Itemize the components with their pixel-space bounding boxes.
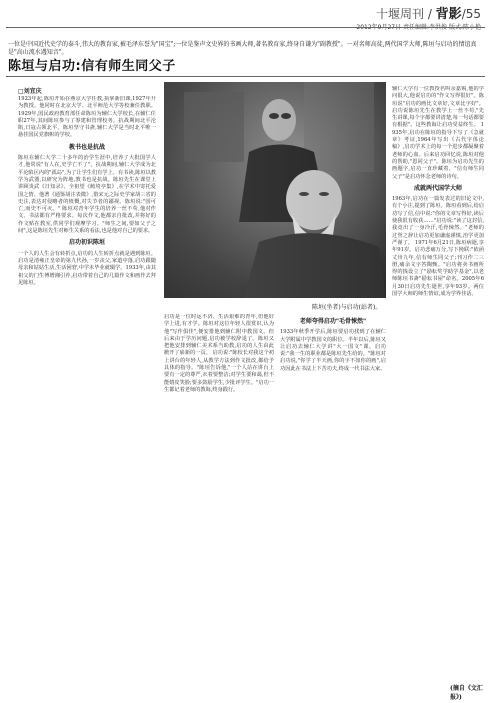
paragraph: 启功说:"陈校长对我这个初上讲台的年轻人,从教学方法到作文批改,都给予具体的指导。"陈垣告诉他,"一个人站在讲台上要有一定的尊严,衣着要整洁;对学生要和蔼,但不能嬉皮笑脸;要多鼓励学生,少批评学生。"启功一生都记着老师的教诲,终身践行。 bbox=[164, 350, 274, 393]
photo-caption: 陈垣(坐者)与启功(站者)。 bbox=[312, 304, 382, 311]
source-note: (摘自《文汇报》) bbox=[450, 685, 483, 701]
paragraph: 辅仁大学有一位教授名叫余嘉锡,他的学问很大,他说启功的"作文写得很好"。陈垣说"启功的画比文章好,文章比字好"。启功说陈垣先生在教学上一丝不苟,"先生讲课,每个字都要讲清楚,每一句话都要有根据"。这些教诲让启功受益终生。 bbox=[392, 86, 484, 129]
section-name: 背影 bbox=[435, 7, 462, 22]
photo-chen-yuan-qi-gong bbox=[164, 82, 386, 298]
headline: 陈垣与启功:信有师生同父子 bbox=[8, 59, 176, 74]
article-column-1 bbox=[18, 96, 156, 690]
page-number: /55 bbox=[461, 7, 481, 21]
paragraph: 1933年秋季开学后,陈垣要启功找到了在辅仁大学附属中学教国文的职位。半年以后,陈垣又让启功去辅仁大学讲"大一国文"课。启功说:"我一生的职业都是陈垣先生给的。"陈垣对启功说,"你学了半天画,你的字不如你的画",启功因此在书法上下苦功夫,终成一代书法大家。 bbox=[280, 329, 386, 372]
subheading-teaching-resistance: 教书也是抗战 bbox=[68, 143, 105, 151]
headline-rule bbox=[6, 76, 485, 77]
article-column-3 bbox=[280, 314, 386, 690]
article-column-4 bbox=[392, 86, 484, 680]
deck-text: 一位是中国近代史学的泰斗,伟大的教育家,被毛泽东誉为"国宝";一位是鉴声文史界的书画大师,著名教育家,终身自谦为"副教授"。一对名师高徒,两代国学大师,陈垣与启功的情谊真是"高山流水遇知音"。 bbox=[8, 41, 477, 56]
masthead-title: 十堰周刊 / 背影/55 bbox=[375, 7, 481, 22]
paragraph: 陈垣在辅仁大学二十多年的治学生涯中,培养了大批国学人才,他常说"有人在,史学亡不了"。抗战期间,辅仁大学成为北平沦陷区内的"孤岛",为了让学生们有学上、有书读,陈垣以教学为武器,以研究为阵地,教书也是抗战。陈垣先生在课堂上讲顾炎武《日知录》、全祖望《鲒埼亭集》,在学术中寄托爱国之情。他著《通鉴胡注表微》,借宋元之际史学家胡三省的史注,表达对侵略者的愤慨,对失节者的鄙视。陈垣说:"国可亡,而史不可灭。" bbox=[18, 155, 156, 213]
paragraph: 启功是一位时运不济、生活艰难的青年,但他好学上进,有才学。陈垣对这位年轻人很赏识,认为他"写作俱佳",便安排他到辅仁附中教国文。但后来由于学历问题,启功被学校辞退了。陈垣又把他安排到辅仁美术系当助教,启功的人生由此掀开了崭新的一页。 bbox=[164, 314, 274, 357]
byline: □刘宜庆 bbox=[18, 88, 42, 95]
paragraph: 1935年,启功在陈垣的指导下写了《急就章》考证,1964年写出《古代字体论稿》,启功学术上的每一个进步都凝聚着老师的心血。后来启功回忆说,陈垣对他的帮助,"恩同父子"。陈垣为启功先生的画题字,启功一直珍藏着。"信有师生同父子"是启功怀念老师的诗句。 bbox=[392, 122, 484, 180]
subheading-praise: 老师夸得启功"毛骨悚然" bbox=[299, 318, 367, 325]
paragraph: 1923年起,陈垣开始在燕京大学任教,执掌新旧课,1927年升为教授。他同时在北京大学、北平师范大学等校兼任教职。1929年,国民政府教育部任命陈垣为辅仁大学校长,在辅仁任职27年,其间陈垣参与了筹建和管理校务。抗战期间北平沦陷,日寇占领北平。陈垣坚守书斋,辅仁大学是当时北平唯一悬挂国民党旗帜的学校。 bbox=[18, 96, 156, 139]
paragraph: 一个人的人生会有转折点,启功的人生转折点就是遇到陈垣。启功是清雍正皇帝的第九代孙,一岁丧父,家道中落,启功跟随母亲和姑姑生活,生活困窘,中学未毕业就辍学。1933年,由其祖父的门生傅增湘引荐,启功带着自己的几篇作文和画作去拜见陈垣。 bbox=[18, 250, 156, 286]
subheading-two-masters: 成就两代国学大师 bbox=[413, 184, 462, 192]
article-column-2 bbox=[164, 314, 274, 690]
header-rule bbox=[6, 27, 485, 28]
paragraph: 陈垣对青年学生的培养一丝不苟,他对作文、书法都有严格要求。每次作文,他都亲自批改,并将好的作文贴在教室,供同学们观摩学习。"师生之间,要如父子之间",这是陈垣先生对师生关系的看法,也是他对自己的要求。 bbox=[18, 206, 156, 235]
paragraph: 1971年6月21日,陈垣病逝,享年91岁。启功悲痛万分,写下挽联:"依函丈卅九年,信有师生同父子;刊习作二三册,痛余文字答陶甄。"启功将卖书画所得的钱设立了"励耘奖学助学基金",以老师陈垣书斋"励耘书屋"命名。2005年6月30日启功先生逝世,享年93岁。两位国学大师的师生情谊,成为学界佳话。 bbox=[392, 239, 484, 298]
newspaper-name: 十堰周刊 bbox=[375, 7, 424, 21]
paragraph: 1963年,启功在一篇发表过的旧论文中,有个小注,提到了陈垣。陈垣看到后,给启功写了信,信中说:"你的文章写得好,读后使我很有收获……"启功说:"读了这封信,我竟出了一身冷汗,毛骨悚然。"老师的过誉之辞让启功更加谦虚谨慎,治学更加严谨了。 bbox=[392, 196, 484, 246]
subheading-first-meeting: 启功初识陈垣 bbox=[68, 239, 105, 247]
